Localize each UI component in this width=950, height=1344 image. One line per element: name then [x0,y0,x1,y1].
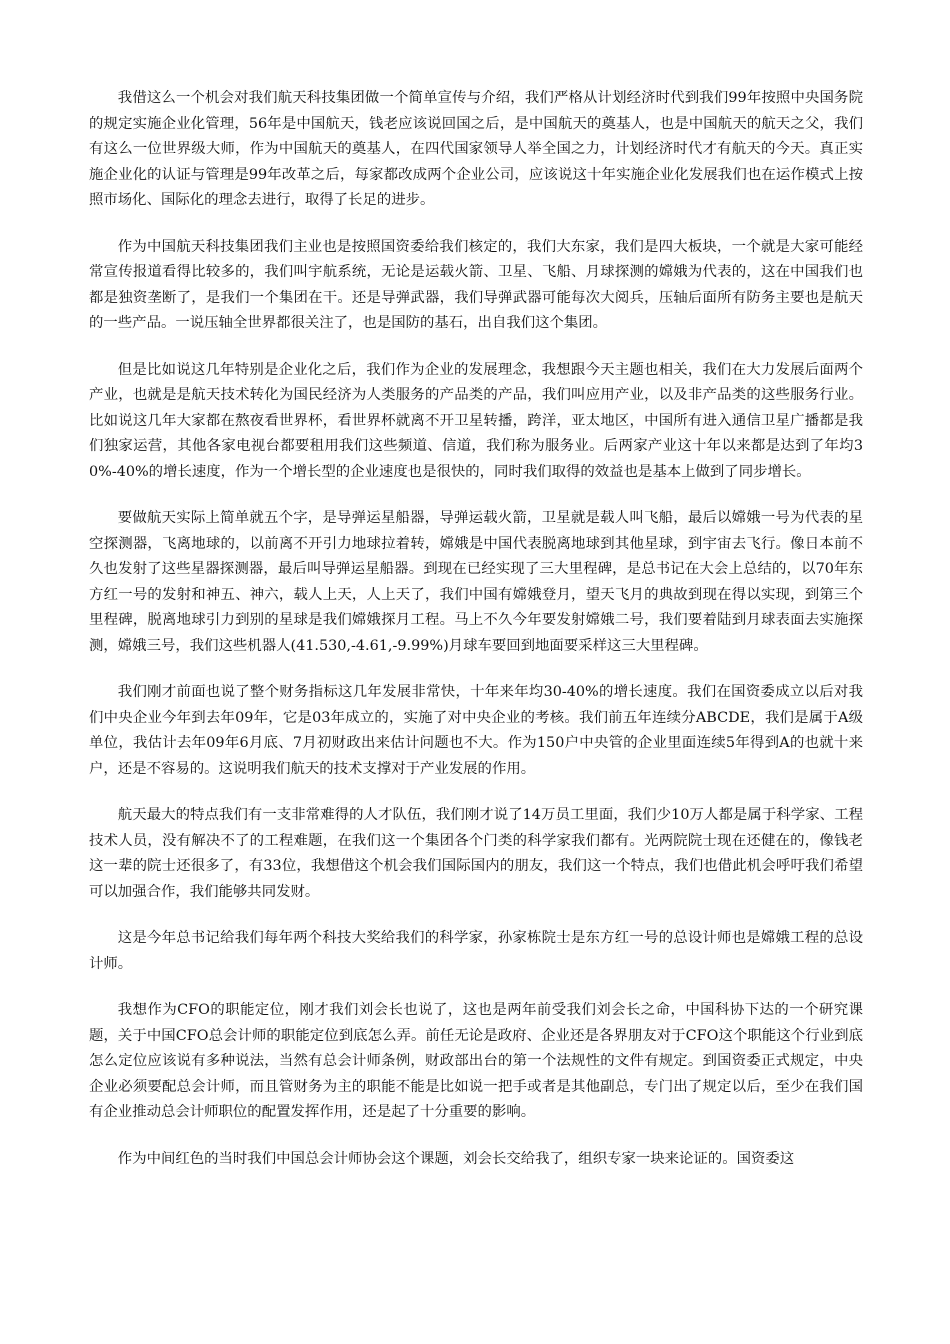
paragraph-7: 这是今年总书记给我们每年两个科技大奖给我们的科学家，孙家栋院士是东方红一号的总设计师也是嫦娥工程的总设计师。 [89,930,863,972]
paragraph-4: 要做航天实际上简单就五个字，是导弹运星船器，导弹运载火箭，卫星就是载人叫飞船，最后以嫦娥一号为代表的星空探测器，飞离地球的，以前离不开引力地球拉着转，嫦娥是中国代表脱离地球到其他星球，到宇宙去飞行。像日本前不久也发射了这些星器探测器，最后叫导弹运星船器。到现在已经实现了三大里程碑，是总书记在大会上总结的，以70年东方红一号的发射和神五、神六，载人上天，人上天了，我们中国有嫦娥登月，望天飞月的典故到现在得以实现，到第三个里程碑，脱离地球引力到别的星球是我们嫦娥探月工程。马上不久今年要发射嫦娥二号，我们要着陆到月球表面去实施探测，嫦娥三号，我们这些机器人(41.530,-4.61,-9.99%)月球车要回到地面要采样这三大里程碑。 [89,510,863,654]
paragraph-1: 我借这么一个机会对我们航天科技集团做一个简单宣传与介绍，我们严格从计划经济时代到我们99年按照中央国务院的规定实施企业化管理，56年是中国航天，钱老应该说回国之后，是中国航天的奠基人，也是中国航天的航天之父，我们有这么一位世界级大师，作为中国航天的奠基人，在四代国家领导人举全国之力，计划经济时代才有航天的今天。真正实施企业化的认证与管理是99年改革之后，每家都改成两个企业公司，应该说这十年实施企业化发展我们也在运作模式上按照市场化、国际化的理念去进行，取得了长足的进步。 [89,90,863,208]
paragraph-9: 作为中间红色的当时我们中国总会计师协会这个课题，刘会长交给我了，组织专家一块来论证的。国资委这 [117,1150,795,1167]
paragraph-5: 我们刚才前面也说了整个财务指标这几年发展非常快，十年来年均30-40%的增长速度。我们在国资委成立以后对我们中央企业今年到去年09年，它是03年成立的，实施了对中央企业的考核。我们前五年连续分ABCDE，我们是属于A级单位，我估计去年09年6月底、7月初财政出来估计问题也不大。作为150户中央管的企业里面连续5年得到A的也就十来户，还是不容易的。这说明我们航天的技术支撑对于产业发展的作用。 [89,684,863,777]
paragraph-6: 航天最大的特点我们有一支非常难得的人才队伍，我们刚才说了14万员工里面，我们少10万人都是属于科学家、工程技术人员，没有解决不了的工程难题，在我们这一个集团各个门类的科学家我们都有。光两院院士现在还健在的，像钱老这一辈的院士还很多了，有33位，我想借这个机会我们国际国内的朋友，我们这一个特点，我们也借此机会呼吁我们希望可以加强合作，我们能够共同发财。 [89,807,863,900]
paragraph-2: 作为中国航天科技集团我们主业也是按照国资委给我们核定的，我们大东家，我们是四大板块，一个就是大家可能经常宣传报道看得比较多的，我们叫宇航系统，无论是运载火箭、卫星、飞船、月球探测的嫦娥为代表的，这在中国我们也都是独资垄断了，是我们一个集团在干。还是导弹武器，我们导弹武器可能每次大阅兵，压轴后面所有防务主要也是航天的一些产品。一说压轴全世界都很关注了，也是国防的基石，出自我们这个集团。 [89,238,863,331]
paragraph-8: 我想作为CFO的职能定位，刚才我们刘会长也说了，这也是两年前受我们刘会长之命，中国科协下达的一个研究课题，关于中国CFO总会计师的职能定位到底怎么弄。前任无论是政府、企业还是各界朋友对于CFO这个职能这个行业到底怎么定位应该说有多种说法，当然有总会计师条例，财政部出台的第一个法规性的文件有规定。到国资委正式规定，中央企业必须要配总会计师，而且管财务为主的职能不能是比如说一把手或者是其他副总，专门出了规定以后，至少在我们国有企业推动总会计师职位的配置发挥作用，还是起了十分重要的影响。 [89,1002,863,1120]
paragraph-3: 但是比如说这几年特别是企业化之后，我们作为企业的发展理念，我想跟今天主题也相关，我们在大力发展后面两个产业，也就是是航天技术转化为国民经济为人类服务的产品类的产品，我们叫应用产业，以及非产品类的这些服务行业。比如说这几年大家都在熬夜看世界杯，看世界杯就离不开卫星转播，跨洋，亚太地区，中国所有进入通信卫星广播都是我们独家运营，其他各家电视台都要租用我们这些频道、信道，我们称为服务业。后两家产业这十年以来都是达到了年均30%-40%的增长速度，作为一个增长型的企业速度也是很快的，同时我们取得的效益也是基本上做到了同步增长。 [89,361,863,480]
document-body [89,86,863,1193]
